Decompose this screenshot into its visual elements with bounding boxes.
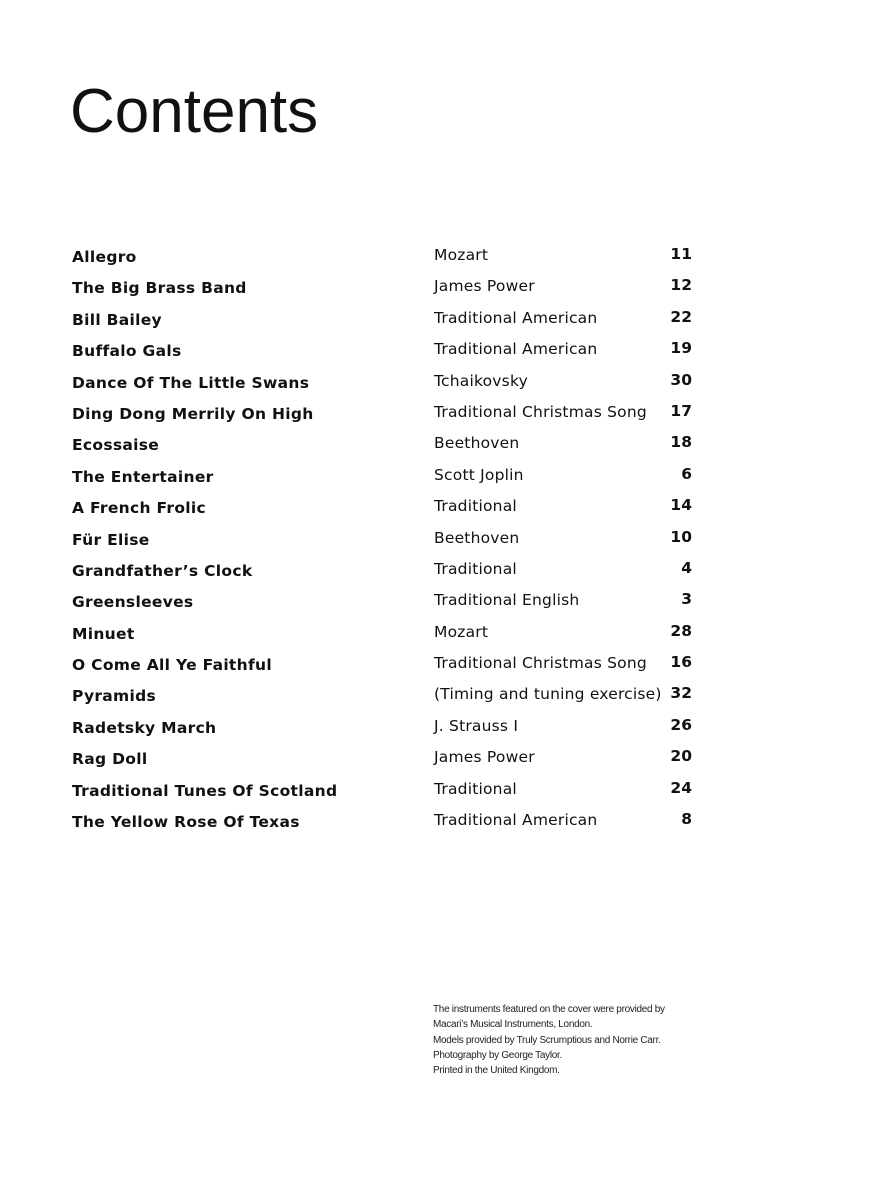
credit-line: Macari’s Musical Instruments, London. <box>433 1019 593 1031</box>
song-page-number: 8 <box>681 810 692 829</box>
song-page-number: 30 <box>670 370 692 389</box>
song-title: Minuet <box>72 624 135 643</box>
song-title: The Big Brass Band <box>72 279 247 298</box>
contents-row <box>72 683 702 714</box>
song-composer: Beethoven <box>434 434 520 453</box>
song-composer: J. Strauss I <box>434 716 519 735</box>
song-composer: Traditional English <box>434 591 580 610</box>
contents-row <box>72 621 702 652</box>
contents-row <box>72 370 702 401</box>
song-title: Ecossaise <box>72 436 160 455</box>
credit-line: Photography by George Taylor. <box>433 1049 562 1061</box>
song-page-number: 17 <box>670 401 692 420</box>
song-composer: Scott Joplin <box>434 465 524 484</box>
song-page-number: 22 <box>670 307 692 326</box>
song-composer: (Timing and tuning exercise) <box>434 685 662 704</box>
song-title: Bill Bailey <box>72 310 162 329</box>
page-title: Contents <box>70 77 319 146</box>
song-title: The Yellow Rose Of Texas <box>72 813 300 832</box>
song-page-number: 10 <box>670 527 692 546</box>
song-title: Buffalo Gals <box>72 342 182 361</box>
contents-row <box>72 715 702 746</box>
song-page-number: 24 <box>670 778 692 797</box>
song-composer: Tchaikovsky <box>434 371 528 390</box>
song-title: Traditional Tunes Of Scotland <box>72 781 338 800</box>
song-title: A French Frolic <box>72 499 207 518</box>
song-composer: Traditional American <box>434 811 598 830</box>
song-page-number: 11 <box>670 245 692 263</box>
song-page-number: 16 <box>670 653 692 672</box>
song-page-number: 12 <box>670 276 692 295</box>
song-title: Für Elise <box>72 530 150 549</box>
credits-note <box>433 1002 733 1078</box>
song-composer: Traditional <box>434 559 517 578</box>
song-title: Rag Doll <box>72 750 148 769</box>
song-page-number: 18 <box>670 433 692 452</box>
song-composer: Traditional <box>434 497 517 516</box>
song-title: Dance Of The Little Swans <box>72 373 310 392</box>
contents-row <box>72 464 702 495</box>
song-composer: Traditional <box>434 779 517 798</box>
song-composer: James Power <box>434 748 535 767</box>
song-page-number: 14 <box>670 496 692 515</box>
song-page-number: 19 <box>670 339 692 358</box>
contents-row <box>72 338 702 369</box>
contents-row <box>72 244 702 275</box>
song-composer: Traditional Christmas Song <box>434 654 647 673</box>
song-composer: Traditional Christmas Song <box>434 402 647 421</box>
contents-list <box>72 244 702 840</box>
contents-row <box>72 558 702 589</box>
song-composer: Mozart <box>434 622 489 641</box>
song-page-number: 20 <box>670 747 692 766</box>
credit-line: The instruments featured on the cover were provided by <box>433 1004 665 1015</box>
contents-row <box>72 432 702 463</box>
song-composer: Traditional American <box>434 340 598 359</box>
song-title: Pyramids <box>72 687 157 706</box>
contents-row <box>72 778 702 809</box>
song-page-number: 4 <box>681 558 692 577</box>
song-page-number: 32 <box>670 684 692 703</box>
song-composer: Beethoven <box>434 528 520 547</box>
song-title: Greensleeves <box>72 593 194 612</box>
song-composer: Traditional American <box>434 308 598 327</box>
song-page-number: 28 <box>670 621 692 640</box>
contents-row <box>72 746 702 777</box>
contents-row <box>72 527 702 558</box>
contents-row <box>72 809 702 840</box>
song-title: Radetsky March <box>72 718 217 737</box>
song-page-number: 3 <box>681 590 692 609</box>
credit-line: Printed in the United Kingdom. <box>433 1065 560 1077</box>
song-page-number: 26 <box>670 715 692 734</box>
song-composer: James Power <box>434 277 535 296</box>
contents-row <box>72 307 702 338</box>
contents-row <box>72 495 702 526</box>
contents-row <box>72 401 702 432</box>
song-title: Allegro <box>72 248 137 266</box>
credit-line: Models provided by Truly Scrumptious and Norrie Carr. <box>433 1034 661 1046</box>
song-title: Grandfather’s Clock <box>72 561 253 580</box>
contents-row <box>72 589 702 620</box>
contents-row <box>72 275 702 306</box>
contents-row <box>72 652 702 683</box>
song-title: Ding Dong Merrily On High <box>72 404 314 423</box>
song-composer: Mozart <box>434 246 489 264</box>
song-page-number: 6 <box>681 464 692 483</box>
song-title: The Entertainer <box>72 467 214 486</box>
song-title: O Come All Ye Faithful <box>72 656 272 675</box>
